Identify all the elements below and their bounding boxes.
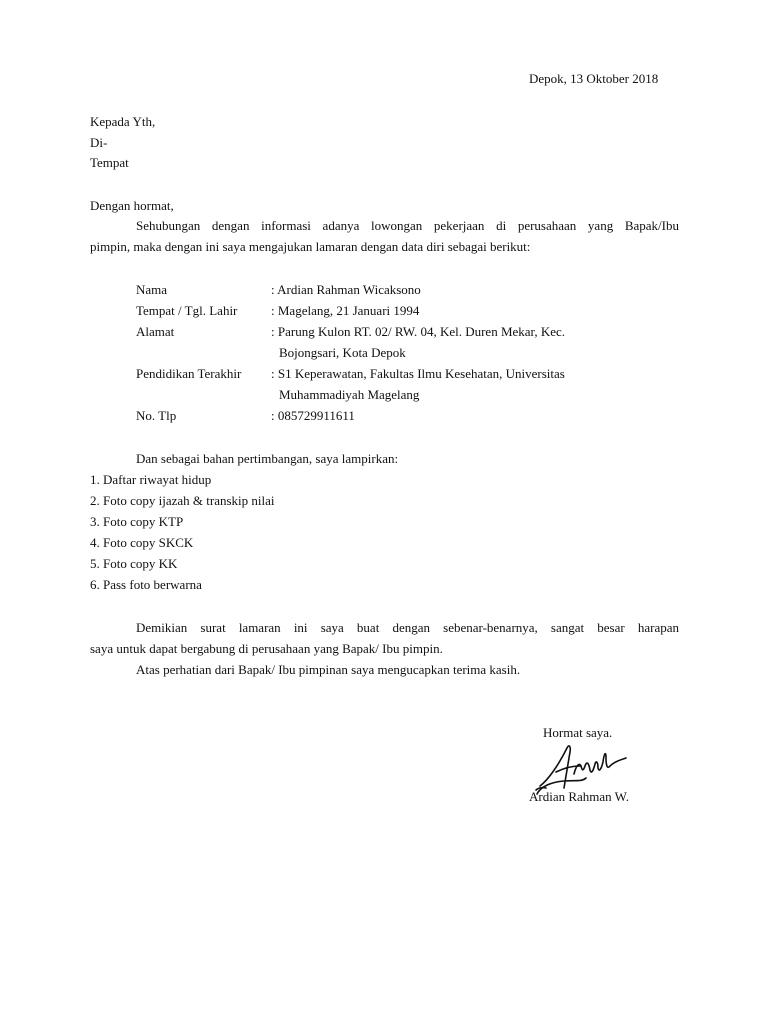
salutation: Dengan hormat, — [90, 198, 174, 213]
closing-paragraph-line: Demikian surat lamaran ini saya buat dengan sebenar-benarnya, sangat besar harapan — [136, 620, 679, 635]
intro-paragraph-line: Sehubungan dengan informasi adanya lowongan pekerjaan di perusahaan yang Bapak/Ibu — [136, 218, 679, 233]
intro-paragraph-line: pimpin, maka dengan ini saya mengajukan lamaran dengan data diri sebagai berikut: — [90, 239, 531, 254]
attachment-item: 4. Foto copy SKCK — [90, 535, 194, 550]
birth-label: Tempat / Tgl. Lahir — [136, 303, 238, 318]
name-value: : Ardian Rahman Wicaksono — [271, 282, 421, 297]
address-value: : Parung Kulon RT. 02/ RW. 04, Kel. Duren Mekar, Kec. — [271, 324, 566, 339]
attachment-item: 3. Foto copy KTP — [90, 514, 184, 529]
attachments-intro: Dan sebagai bahan pertimbangan, saya lampirkan: — [136, 451, 399, 466]
education-label: Pendidikan Terakhir — [136, 366, 242, 381]
recipient-line: Tempat — [90, 155, 129, 170]
education-value-continued: Muhammadiyah Magelang — [279, 387, 420, 402]
phone-value: : 085729911611 — [271, 408, 355, 423]
place-date: Depok, 13 Oktober 2018 — [529, 71, 659, 86]
recipient-line: Di- — [90, 135, 108, 150]
attachment-item: 6. Pass foto berwarna — [90, 577, 202, 592]
signer-name: Ardian Rahman W. — [529, 789, 630, 804]
education-value: : S1 Keperawatan, Fakultas Ilmu Kesehatan, Universitas — [271, 366, 565, 381]
recipient-line: Kepada Yth, — [90, 114, 156, 129]
phone-label: No. Tlp — [136, 408, 177, 423]
name-label: Nama — [136, 282, 168, 297]
sign-off: Hormat saya. — [543, 725, 613, 740]
address-value-continued: Bojongsari, Kota Depok — [279, 345, 406, 360]
attachment-item: 1. Daftar riwayat hidup — [90, 472, 212, 487]
address-label: Alamat — [136, 324, 175, 339]
attachment-item: 2. Foto copy ijazah & transkip nilai — [90, 493, 275, 508]
birth-value: : Magelang, 21 Januari 1994 — [271, 303, 420, 318]
closing-paragraph-line: saya untuk dapat bergabung di perusahaan yang Bapak/ Ibu pimpin. — [90, 641, 443, 656]
closing-paragraph-line: Atas perhatian dari Bapak/ Ibu pimpinan saya mengucapkan terima kasih. — [136, 662, 521, 677]
attachment-item: 5. Foto copy KK — [90, 556, 178, 571]
